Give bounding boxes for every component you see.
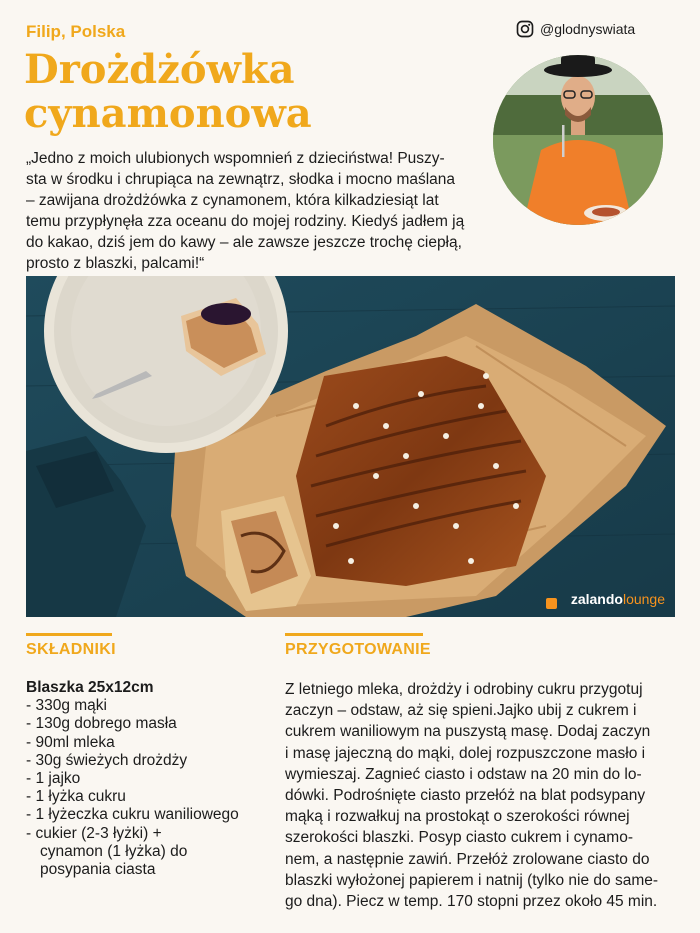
author-origin: Filip, Polska [26, 22, 126, 41]
ingredient-item: cynamon (1 łyżka) do [40, 842, 188, 860]
ingredients-heading: SKŁADNIKI [26, 641, 116, 658]
ingredients-pan-size: Blaszka 25x12cm [26, 679, 154, 696]
intro-line: – zawijana drożdżówka z cynamonem, która kilkadziesiąt lat [26, 192, 439, 209]
instagram-handle[interactable] [516, 20, 635, 38]
instagram-handle-text: @glodnyswiata [540, 21, 636, 37]
ingredient-item: - cukier (2-3 łyżki) + [26, 824, 162, 842]
ingredient-item: posypania ciasta [40, 861, 156, 879]
intro-line: do kakao, dziś jem do kawy – ale zawsze jeszcze trochę ciepłą, [26, 234, 462, 251]
preparation-line: wymieszaj. Zagnieć ciasto i odstaw na 20 min do lo- [285, 765, 642, 783]
ingredient-item: - 1 łyżeczka cukru waniliowego [26, 806, 239, 824]
ingredient-item: - 30g świeżych drożdży [26, 751, 188, 769]
preparation-line: blaszki wyłożonej papierem i natnij (tylko nie do same- [285, 871, 659, 889]
preparation-text [285, 679, 677, 912]
intro-line: prosto z blaszki, palcami!“ [26, 255, 205, 272]
brand-mark [571, 591, 665, 607]
hero-photo [26, 276, 675, 617]
preparation-heading: PRZYGOTOWANIE [285, 641, 431, 658]
ingredient-item: - 130g dobrego masła [26, 715, 177, 733]
intro-line: sta w środku i chrupiąca na zewnątrz, słodka i mocno maślana [26, 171, 456, 188]
author-photo [493, 55, 663, 225]
preparation-line: nem, a następnie zawiń. Przełóż zrolowane ciasto do [285, 850, 650, 868]
author-avatar [493, 55, 663, 225]
ingredient-item: - 90ml mleka [26, 733, 115, 751]
zalando-logo-icon [546, 598, 557, 609]
preparation-line: dówki. Podrośnięte ciasto przełóż na blat podsypany [285, 787, 646, 805]
section-rule [26, 633, 112, 636]
brand-name: zalandolounge [570, 591, 665, 607]
ingredient-item: - 1 łyżka cukru [26, 788, 126, 806]
ingredients-section [26, 679, 239, 879]
ingredient-item: - 330g mąki [26, 697, 107, 715]
preparation-line: Z letniego mleka, drożdży i odrobiny cukru przygotuj [285, 681, 643, 698]
preparation-line: go dna). Piecz w temp. 170 stopni przez około 45 min. [285, 893, 658, 911]
ingredients-list [26, 697, 239, 879]
recipe-title-line: cynamonowa [24, 90, 312, 137]
preparation-line: szerokości blaszki. Posyp ciasto cukrem i cynamo- [285, 829, 634, 847]
preparation-line: mąką i rozwałkuj na prostokąt o szerokości równej [285, 808, 630, 826]
intro-line: temu przypłynęła zza oceanu do mojej rodziny. Kiedyś jadłem ją [26, 213, 465, 230]
intro-line: „Jedno z moich ulubionych wspomnień z dzieciństwa! Puszy- [26, 150, 445, 167]
intro-quote [26, 148, 482, 274]
ingredient-item: - 1 jajko [26, 770, 81, 788]
instagram-icon [516, 20, 534, 38]
recipe-title [24, 48, 312, 136]
preparation-line: i masę jajeczną do mąki, dolej rozpuszczone masło i [285, 744, 646, 762]
recipe-title-line: Drożdżówka [24, 46, 295, 93]
preparation-line: zaczyn – odstaw, aż się spieni.Jajko ubij z cukrem i [285, 702, 637, 720]
preparation-line: cukrem waniliowym na puszystą masę. Dodaj zaczyn [285, 723, 651, 741]
section-rule [285, 633, 423, 636]
cinnamon-bread-photo [26, 276, 675, 617]
